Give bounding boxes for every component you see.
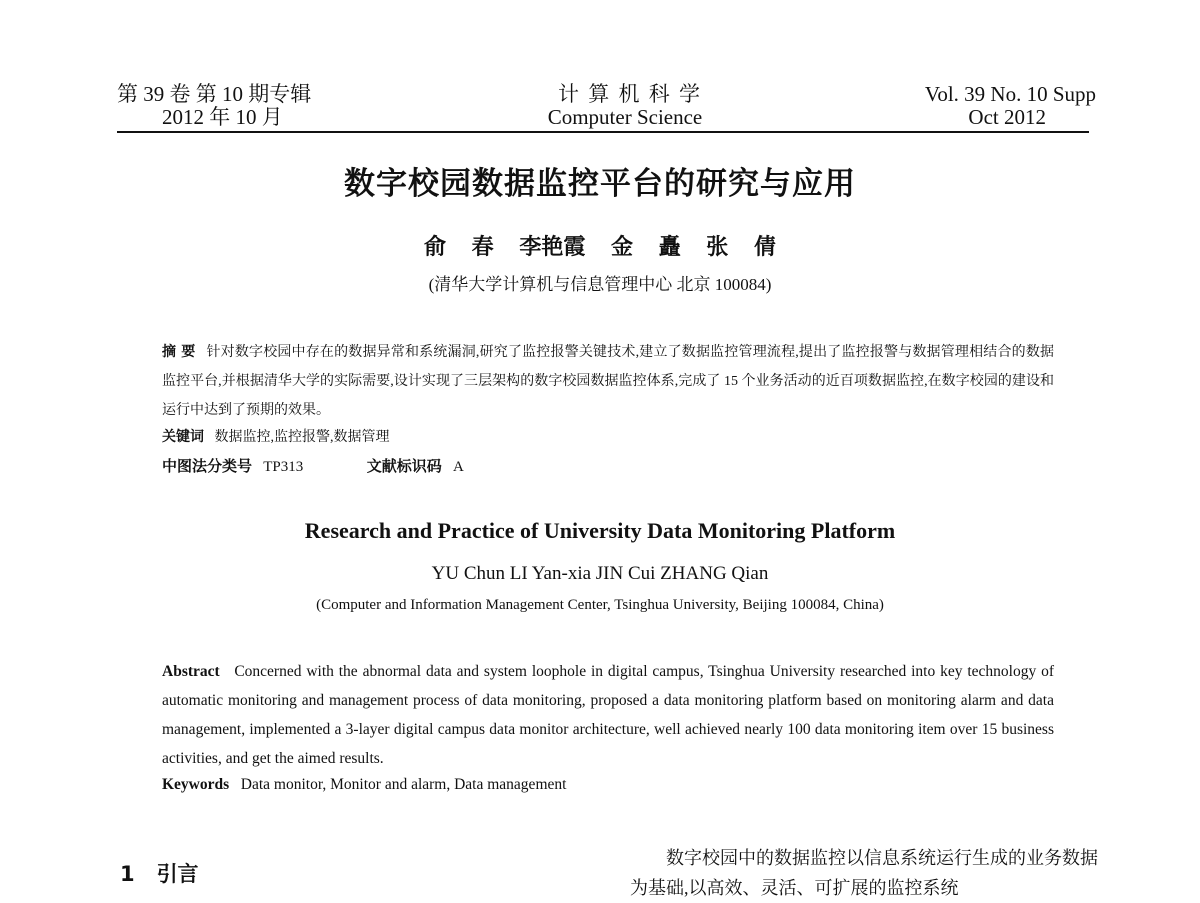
doc-code-value: A	[453, 459, 464, 475]
abstract-cn	[162, 338, 1054, 425]
paper-title-cn: 数字校园数据监控平台的研究与应用	[344, 166, 856, 202]
affiliation-en: (Computer and Information Management Center, Tsinghua University, Beijing 100084, China)	[316, 597, 884, 613]
journal-date-en: Oct 2012	[968, 105, 1046, 129]
abstract-en-text: Concerned with the abnormal data and system loophole in digital campus, Tsinghua University researched into key technology of automatic monitoring and management process of data monitoring, proposed a data monitoring platform based on monitoring alarm and data management, implemented a 3-layer digital campus data monitor architecture, well achieved nearly 100 data monitoring item over 15 business activities, and get the aimed results.	[162, 663, 1054, 767]
affiliation-cn: (清华大学计算机与信息管理中心 北京 100084)	[428, 275, 772, 294]
section-1-heading	[120, 858, 199, 888]
clc-label: 中图法分类号	[162, 457, 253, 475]
header-rule	[117, 131, 1089, 133]
authors-cn: 俞 春 李艳霞 金 矗 张 倩	[424, 235, 776, 260]
paper-title-en: Research and Practice of University Data Monitoring Platform	[304, 518, 896, 543]
abstract-en	[162, 657, 1054, 773]
classification-line	[162, 455, 464, 476]
section-1-title: 引言	[156, 862, 199, 886]
keywords-en-label: Keywords	[162, 776, 230, 793]
journal-volume-en: Vol. 39 No. 10 Supp	[924, 82, 1096, 106]
authors-en: YU Chun LI Yan-xia JIN Cui ZHANG Qian	[431, 563, 769, 584]
keywords-cn-label: 关键词	[162, 429, 204, 445]
body-text-cn: 数字校园中的数据监控以信息系统运行生成的业务数据为基础,以高效、灵活、可扩展的监控系统	[630, 848, 1098, 898]
journal-name-en: Computer Science	[547, 105, 703, 129]
journal-volume-cn: 第 39 卷 第 10 期专辑	[117, 82, 312, 106]
section-1-number: 1	[120, 862, 135, 886]
clc-value: TP313	[263, 459, 304, 475]
keywords-cn-text: 数据监控,监控报警,数据管理	[214, 430, 390, 445]
doc-code-label: 文献标识码	[366, 457, 442, 475]
journal-date-cn: 2012 年 10 月	[162, 105, 283, 129]
abstract-cn-label: 摘 要	[162, 344, 196, 360]
abstract-en-label: Abstract	[162, 663, 220, 680]
keywords-en	[162, 776, 566, 794]
abstract-cn-text: 针对数字校园中存在的数据异常和系统漏洞,研究了监控报警关键技术,建立了数据监控管理流程,提出了监控报警与数据管理相结合的数据监控平台,并根据清华大学的实际需要,设计实现了三层架构的数字校园数据监控体系,完成了 15 个业务活动的近百项数据监控,在数字校园的建设和运行中达到了预期的效果。	[162, 345, 1055, 418]
journal-name-cn: 计 算 机 科 学	[558, 82, 702, 106]
keywords-en-text: Data monitor, Monitor and alarm, Data management	[240, 776, 567, 793]
keywords-cn	[162, 426, 390, 446]
